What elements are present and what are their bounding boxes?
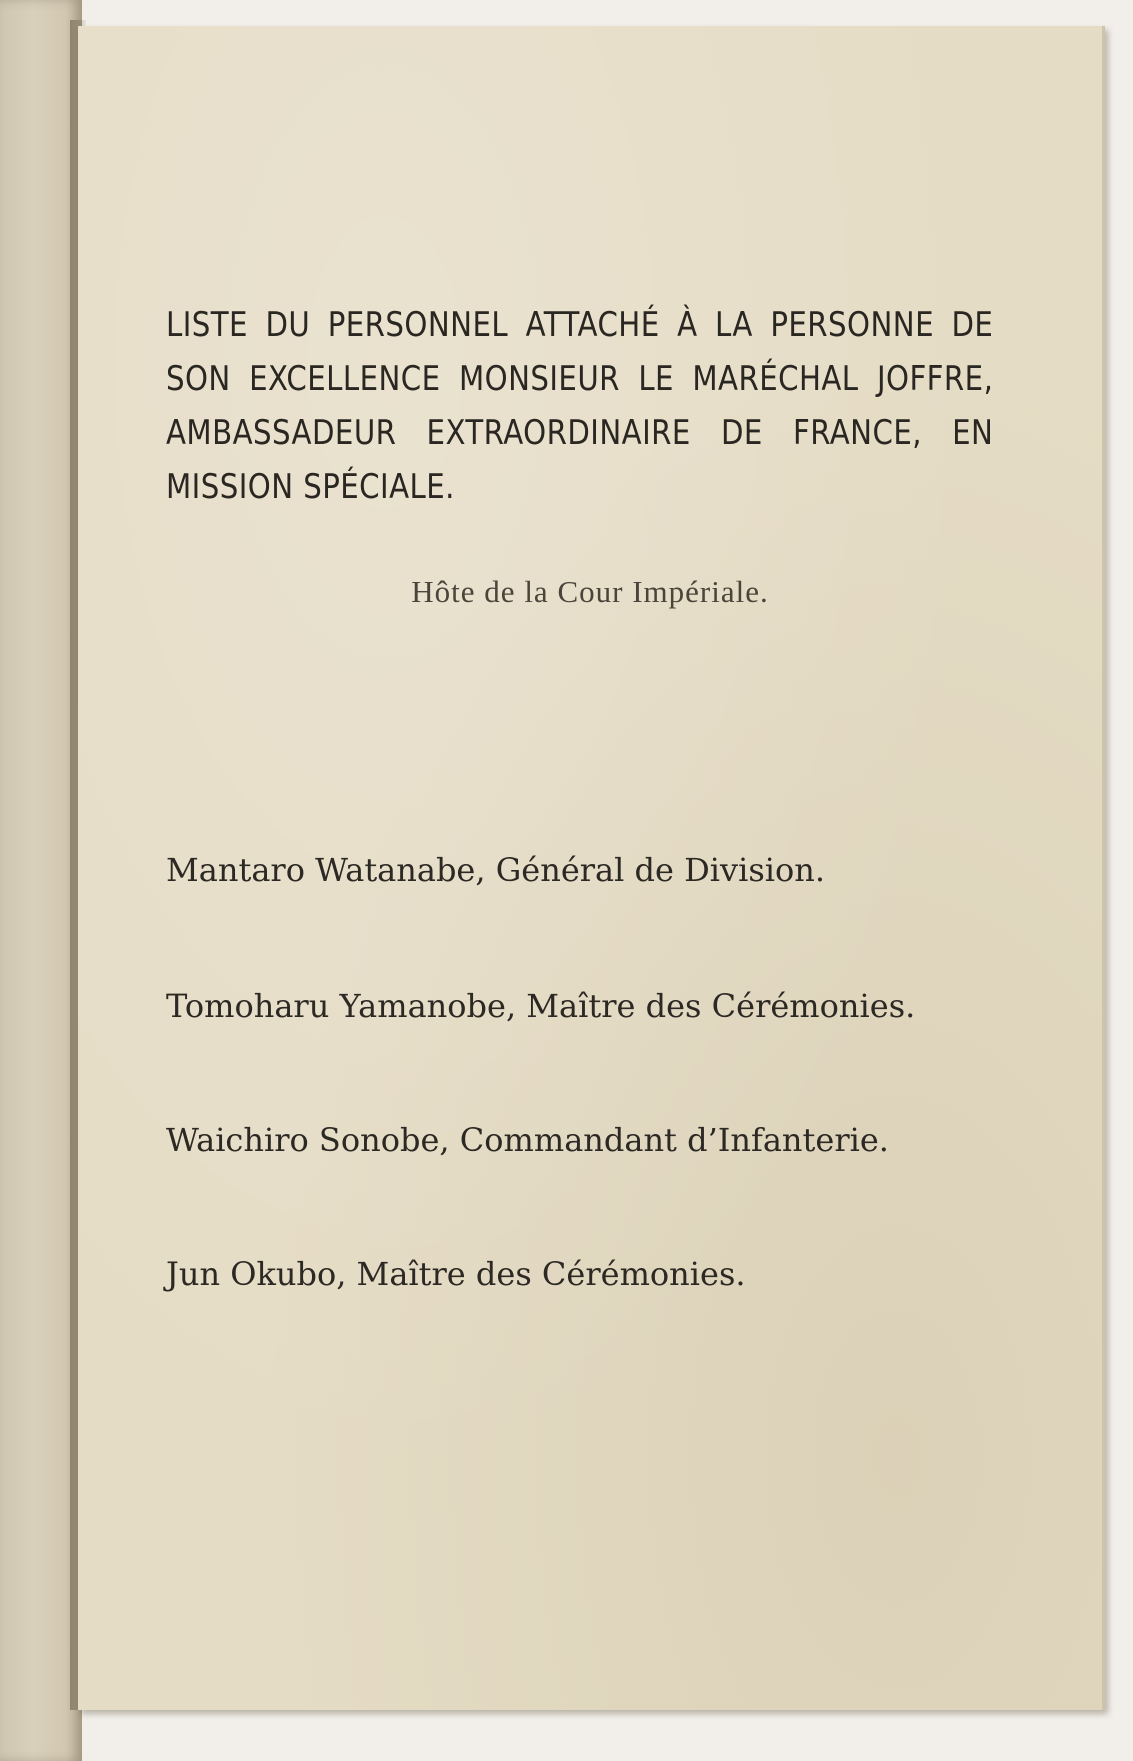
page-heading: LISTE DU PERSONNEL ATTACHÉ À LA PERSONNE DE SON EXCELLENCE MONSIEUR LE MARÉCHAL JOFFRE, AMBASSADEUR EXTRAORDINAIRE DE FRANCE, EN MISSION SPÉCIALE.: [166, 305, 994, 507]
list-item: Tomoharu Yamanobe, Maître des Cérémonies.: [166, 987, 916, 1025]
list-item: Jun Okubo, Maître des Cérémonies.: [166, 1255, 746, 1293]
personnel-list: [166, 850, 915, 1390]
list-item: Mantaro Watanabe, Général de Division.: [166, 851, 826, 889]
page-subtitle: Hôte de la Cour Impériale.: [411, 574, 769, 609]
list-item: Waichiro Sonobe, Commandant d’Infanterie.: [166, 1121, 889, 1159]
document-page: [78, 26, 1105, 1710]
